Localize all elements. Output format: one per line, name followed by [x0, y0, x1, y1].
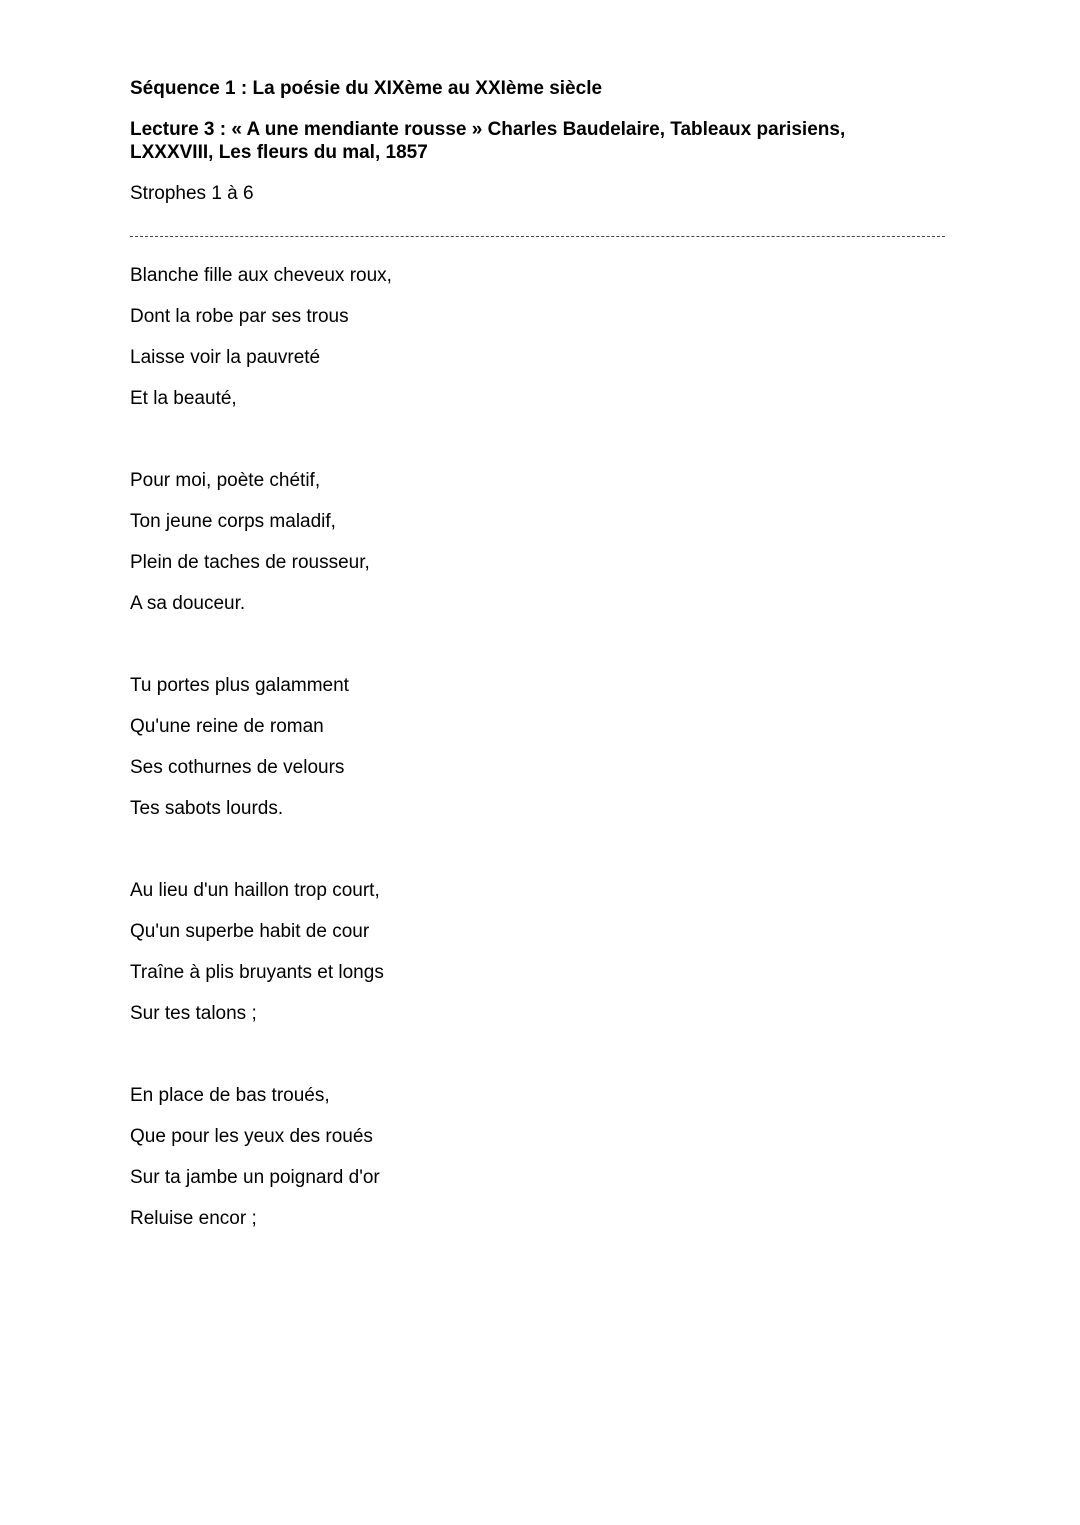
- verse: A sa douceur.: [130, 593, 246, 614]
- stanza-5: [130, 1084, 392, 1248]
- stanza-3: [130, 674, 392, 838]
- verse: Dont la robe par ses trous: [130, 306, 349, 327]
- verse: Qu'une reine de roman: [130, 716, 324, 737]
- verse: Au lieu d'un haillon trop court,: [130, 880, 380, 901]
- verse: Ton jeune corps maladif,: [130, 511, 336, 532]
- verse: Laisse voir la pauvreté: [130, 347, 321, 368]
- dashed-separator: [130, 236, 945, 237]
- stanza-4: [130, 879, 392, 1043]
- lecture-heading-line-2: LXXXVIII, Les fleurs du mal, 1857: [130, 142, 428, 163]
- verse: En place de bas troués,: [130, 1085, 330, 1106]
- lecture-heading: [130, 118, 950, 164]
- strophes-label: Strophes 1 à 6: [130, 183, 254, 204]
- stanza-1: [130, 264, 392, 428]
- verse: Ses cothurnes de velours: [130, 757, 345, 778]
- stanza-2: [130, 469, 392, 633]
- sequence-title: Séquence 1 : La poésie du XIXème au XXIème siècle: [130, 78, 603, 99]
- verse: Traîne à plis bruyants et longs: [130, 962, 384, 983]
- verse: Que pour les yeux des roués: [130, 1126, 373, 1147]
- verse: Tes sabots lourds.: [130, 798, 284, 819]
- poem-body: [130, 264, 392, 1289]
- verse: Sur tes talons ;: [130, 1003, 257, 1024]
- verse: Reluise encor ;: [130, 1208, 257, 1229]
- verse: Sur ta jambe un poignard d'or: [130, 1167, 380, 1188]
- verse: Tu portes plus galamment: [130, 675, 349, 696]
- lecture-heading-line-1: Lecture 3 : « A une mendiante rousse » Charles Baudelaire, Tableaux parisiens,: [130, 119, 846, 140]
- verse: Et la beauté,: [130, 388, 237, 409]
- verse: Blanche fille aux cheveux roux,: [130, 265, 392, 286]
- verse: Pour moi, poète chétif,: [130, 470, 321, 491]
- verse: Qu'un superbe habit de cour: [130, 921, 370, 942]
- verse: Plein de taches de rousseur,: [130, 552, 370, 573]
